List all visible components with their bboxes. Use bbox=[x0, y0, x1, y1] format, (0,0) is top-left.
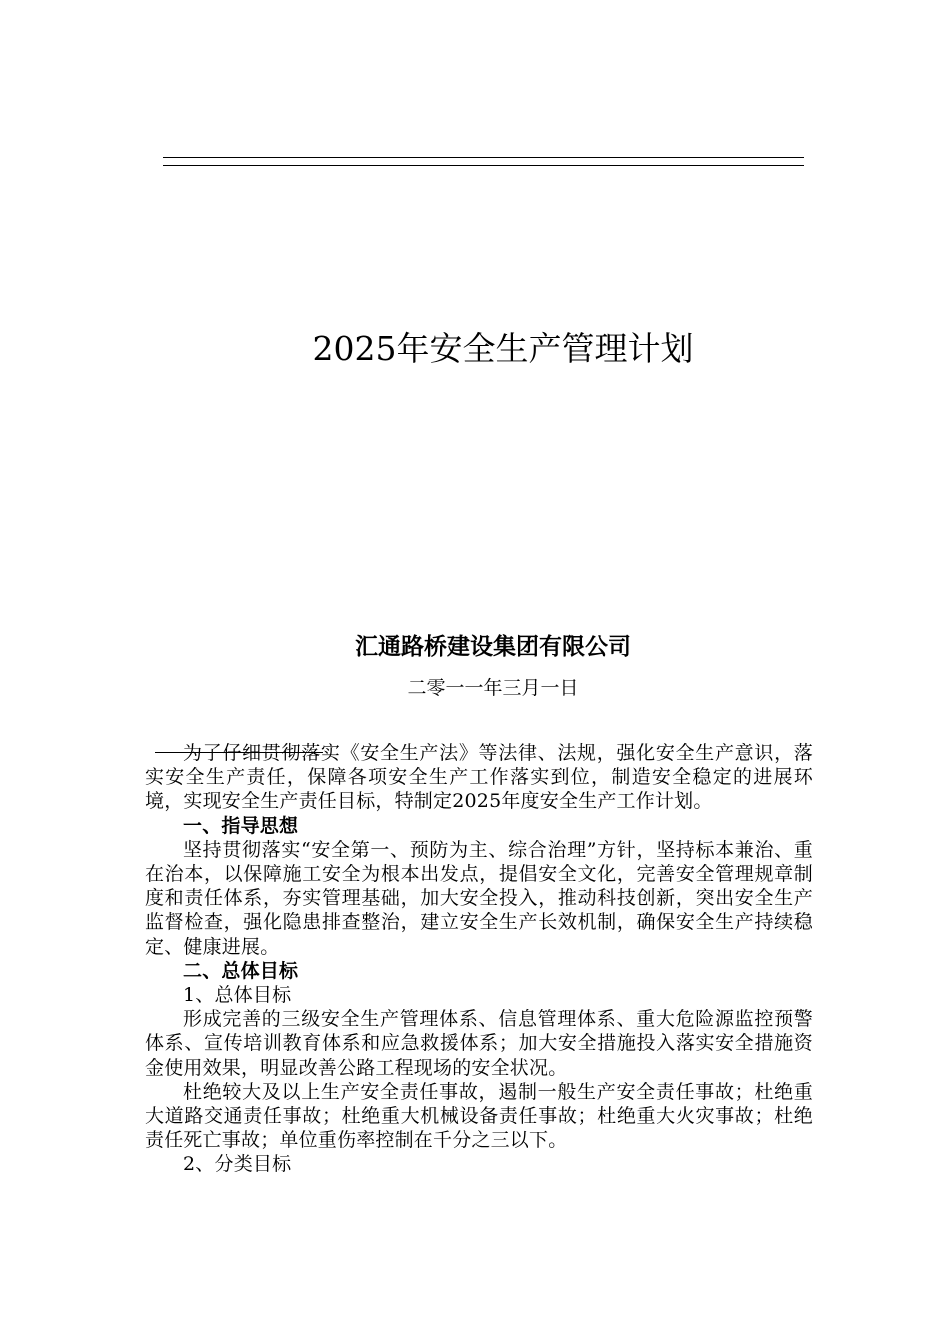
intro-text: 为了仔细贯彻落实《安全生产法》等法律、法规，强化安全生产意识，落实安全生产责任，保障各项安全生产工作落实到位，制造安全稳定的进展环境，实现安全生产责任目标，特制定2025年度安全生产工作计划。 bbox=[145, 742, 813, 813]
subsection1-heading: 1、总体目标 bbox=[183, 984, 292, 1007]
section1-paragraph: 坚持贯彻落实“安全第一、预防为主、综合治理”方针，坚持标本兼治、重在治本，以保障施工安全为根本出发点，提倡安全文化，完善安全管理规章制度和责任体系，夯实管理基础，加大安全投入，推动科技创新，突出安全生产监督检查，强化隐患排查整治，建立安全生产长效机制，确保安全生产持续稳定、健康进展。 bbox=[145, 838, 813, 958]
header-rule-top bbox=[163, 157, 804, 158]
document-body bbox=[145, 741, 813, 1177]
header-rule-bottom bbox=[163, 165, 804, 166]
document-date: 二零一一年三月一日 bbox=[407, 677, 579, 699]
section1-heading: 一、指导思想 bbox=[183, 814, 299, 837]
subsection1-paragraph-2: 杜绝较大及以上生产安全责任事故，遏制一般生产安全责任事故；杜绝重大道路交通责任事故；杜绝重大机械设备责任事故；杜绝重大火灾事故；杜绝责任死亡事故；单位重伤率控制在千分之三以下。 bbox=[145, 1080, 813, 1152]
section2-heading: 二、总体目标 bbox=[183, 959, 299, 982]
subsection1-paragraph-1: 形成完善的三级安全生产管理体系、信息管理体系、重大危险源监控预警体系、宣传培训教育体系和应急救援体系；加大安全措施投入落实安全措施资金使用效果，明显改善公路工程现场的安全状况。 bbox=[145, 1008, 813, 1079]
intro-underline bbox=[155, 752, 323, 753]
subsection2-heading: 2、分类目标 bbox=[183, 1153, 292, 1176]
company-name: 汇通路桥建设集团有限公司 bbox=[355, 634, 631, 660]
document-title: 2025年安全生产管理计划 bbox=[312, 329, 694, 368]
intro-paragraph bbox=[145, 741, 813, 814]
